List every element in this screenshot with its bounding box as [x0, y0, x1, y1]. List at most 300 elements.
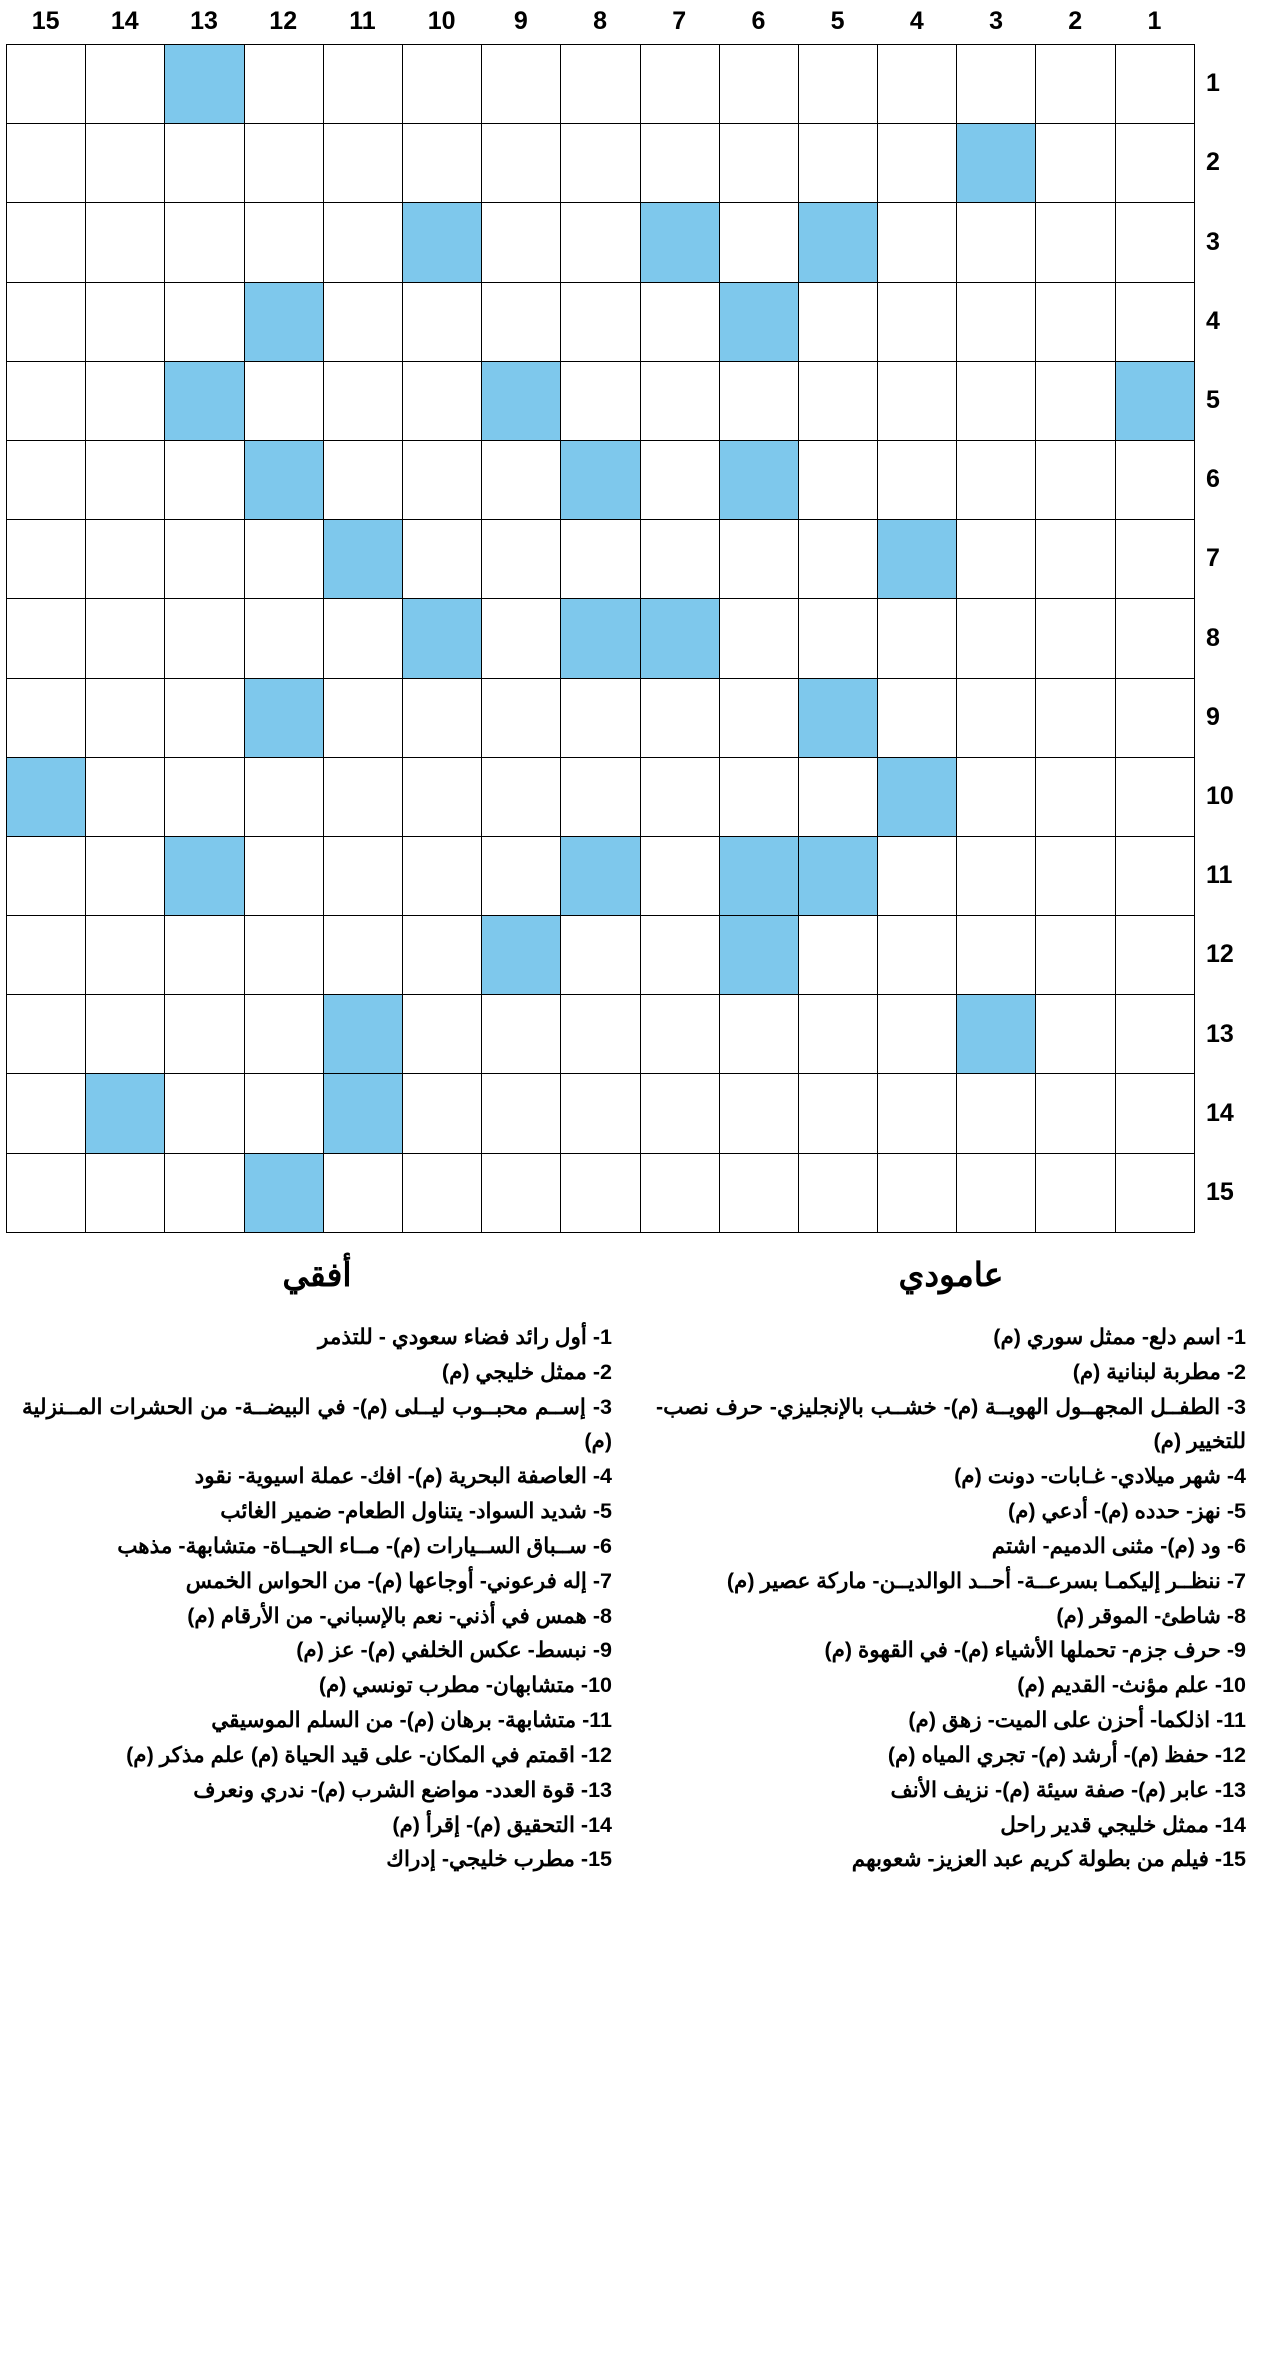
grid-cell[interactable]: [86, 124, 165, 203]
grid-cell[interactable]: [7, 916, 86, 995]
grid-cell[interactable]: [482, 520, 561, 599]
across-clue-item: 13- قوة العدد- مواضع الشرب (م)- ندري ونعرف: [193, 1777, 612, 1802]
grid-cell[interactable]: [244, 995, 323, 1074]
grid-cell-shaded[interactable]: [323, 520, 402, 599]
grid-cell[interactable]: [323, 916, 402, 995]
grid-cell[interactable]: [244, 361, 323, 440]
grid-cell[interactable]: [482, 203, 561, 282]
grid-cell[interactable]: [561, 1074, 640, 1153]
grid-cell[interactable]: [323, 203, 402, 282]
grid-cell[interactable]: [561, 995, 640, 1074]
grid-cell[interactable]: [561, 916, 640, 995]
grid-cell[interactable]: [323, 124, 402, 203]
grid-cell[interactable]: [957, 361, 1036, 440]
grid-cell[interactable]: [7, 1153, 86, 1232]
grid-cell-shaded[interactable]: [561, 836, 640, 915]
grid-cell[interactable]: [798, 361, 877, 440]
grid-cell[interactable]: [957, 203, 1036, 282]
grid-cell[interactable]: [323, 45, 402, 124]
grid-cell-shaded[interactable]: [482, 916, 561, 995]
grid-cell[interactable]: [86, 757, 165, 836]
grid-cell-shaded[interactable]: [719, 836, 798, 915]
grid-cell[interactable]: [323, 678, 402, 757]
column-number: 7: [672, 7, 687, 35]
grid-cell-shaded[interactable]: [323, 995, 402, 1074]
crossword-grid-body: [7, 45, 1195, 1233]
grid-cell[interactable]: [957, 45, 1036, 124]
grid-cell[interactable]: [1036, 282, 1115, 361]
grid-cell[interactable]: [7, 520, 86, 599]
grid-cell[interactable]: [1115, 599, 1194, 678]
column-number: 9: [513, 7, 528, 35]
grid-cell[interactable]: [482, 678, 561, 757]
column-number: 14: [110, 7, 139, 35]
grid-cell[interactable]: [1036, 1153, 1115, 1232]
grid-cell-shaded[interactable]: [957, 124, 1036, 203]
grid-cell[interactable]: [878, 678, 957, 757]
grid-cell-shaded[interactable]: [561, 599, 640, 678]
row-number: 11: [1206, 861, 1233, 890]
down-clue-item: 11- اذلكما- أحزن على الميت- زهق (م): [908, 1708, 1246, 1733]
grid-cell[interactable]: [402, 995, 481, 1074]
grid-cell[interactable]: [1115, 1153, 1194, 1232]
column-number: 3: [989, 7, 1003, 35]
grid-cell[interactable]: [719, 124, 798, 203]
grid-cell[interactable]: [640, 916, 719, 995]
grid-cell-shaded[interactable]: [323, 1074, 402, 1153]
across-clue-item: 12- اقمتم في المكان- على قيد الحياة (م) علم مذكر (م): [126, 1742, 612, 1767]
grid-cell[interactable]: [798, 282, 877, 361]
grid-cell[interactable]: [165, 1074, 244, 1153]
grid-cell[interactable]: [878, 361, 957, 440]
grid-cell[interactable]: [7, 361, 86, 440]
grid-cell[interactable]: [323, 1153, 402, 1232]
grid-cell[interactable]: [7, 1074, 86, 1153]
grid-cell[interactable]: [244, 520, 323, 599]
grid-cell[interactable]: [1115, 836, 1194, 915]
grid-cell[interactable]: [1036, 45, 1115, 124]
column-number: 1: [1147, 7, 1162, 35]
grid-cell[interactable]: [482, 757, 561, 836]
grid-row: [7, 282, 1195, 361]
grid-cell[interactable]: [561, 282, 640, 361]
down-clues-title: عامودي: [898, 1256, 1004, 1293]
grid-cell-shaded[interactable]: [798, 678, 877, 757]
grid-cell[interactable]: [878, 440, 957, 519]
grid-cell-shaded[interactable]: [86, 1074, 165, 1153]
grid-cell[interactable]: [402, 1074, 481, 1153]
grid-cell[interactable]: [561, 124, 640, 203]
grid-cell[interactable]: [482, 1153, 561, 1232]
grid-cell[interactable]: [878, 124, 957, 203]
row-number: 13: [1206, 1019, 1234, 1048]
down-clue-item: 7- ننظــر إليكمـا بسرعــة- أحــد الوالديــن- ماركة عصير (م): [726, 1568, 1246, 1593]
grid-cell[interactable]: [402, 440, 481, 519]
grid-cell[interactable]: [1115, 678, 1194, 757]
row-number: 3: [1206, 227, 1220, 256]
grid-cell[interactable]: [482, 124, 561, 203]
column-number: 6: [751, 7, 766, 35]
grid-cell-shaded[interactable]: [402, 599, 481, 678]
grid-cell[interactable]: [86, 599, 165, 678]
grid-cell[interactable]: [640, 282, 719, 361]
grid-cell[interactable]: [561, 520, 640, 599]
grid-cell[interactable]: [957, 678, 1036, 757]
down-clue-item: 4- شهر ميلادي- غـابات- دونت (م): [954, 1464, 1246, 1489]
grid-cell[interactable]: [1036, 916, 1115, 995]
grid-cell[interactable]: [1115, 45, 1194, 124]
column-number: 10: [427, 7, 456, 35]
grid-cell-shaded[interactable]: [482, 361, 561, 440]
grid-cell[interactable]: [244, 1074, 323, 1153]
grid-cell[interactable]: [7, 995, 86, 1074]
grid-cell[interactable]: [165, 282, 244, 361]
grid-cell[interactable]: [957, 836, 1036, 915]
grid-cell[interactable]: [1115, 282, 1194, 361]
grid-cell[interactable]: [719, 361, 798, 440]
grid-cell[interactable]: [640, 45, 719, 124]
grid-cell[interactable]: [165, 995, 244, 1074]
row-number: 12: [1206, 940, 1234, 969]
across-clues-list: [22, 1320, 612, 1877]
grid-cell[interactable]: [719, 203, 798, 282]
grid-cell[interactable]: [165, 203, 244, 282]
across-clue-item: 4- العاصفة البحرية (م)- افك- عملة اسيوية- نقود: [194, 1464, 612, 1489]
grid-cell[interactable]: [719, 995, 798, 1074]
grid-cell[interactable]: [561, 45, 640, 124]
grid-cell[interactable]: [165, 757, 244, 836]
column-number: 2: [1068, 7, 1083, 35]
across-clue-item: 10- متشابهان- مطرب تونسي (م): [318, 1673, 612, 1698]
grid-cell[interactable]: [719, 1153, 798, 1232]
down-clue-item: 10- علم مؤنث- القديم (م): [1017, 1673, 1246, 1698]
across-clues-title: أفقي: [282, 1256, 352, 1293]
grid-cell-shaded[interactable]: [244, 1153, 323, 1232]
crossword-grid[interactable]: [6, 44, 1194, 1232]
grid-cell[interactable]: [86, 203, 165, 282]
across-clue-item: 15- مطرب خليجي- إدراك: [386, 1847, 612, 1872]
row-number-header: [1200, 44, 1262, 1232]
grid-cell[interactable]: [561, 678, 640, 757]
down-clue-item: 8- شاطئ- الموقر (م): [1056, 1603, 1246, 1628]
grid-cell[interactable]: [640, 1074, 719, 1153]
down-clue-item: 12- حفظ (م)- أرشد (م)- تجري المياه (م): [887, 1742, 1246, 1767]
grid-cell[interactable]: [482, 45, 561, 124]
down-clue-item: 1- اسم دلع- ممثل سوري (م): [993, 1325, 1246, 1349]
grid-cell[interactable]: [323, 836, 402, 915]
grid-cell[interactable]: [402, 678, 481, 757]
grid-cell[interactable]: [482, 836, 561, 915]
down-clue-item: 2- مطربة لبنانية (م): [1072, 1359, 1246, 1384]
grid-cell[interactable]: [7, 124, 86, 203]
grid-cell-shaded[interactable]: [640, 203, 719, 282]
grid-cell[interactable]: [323, 361, 402, 440]
grid-cell[interactable]: [402, 282, 481, 361]
grid-cell[interactable]: [878, 995, 957, 1074]
grid-cell[interactable]: [561, 757, 640, 836]
grid-cell-shaded[interactable]: [719, 282, 798, 361]
grid-cell[interactable]: [640, 440, 719, 519]
grid-cell-shaded[interactable]: [878, 757, 957, 836]
down-clue-item: 15- فيلم من بطولة كريم عبد العزيز- شعوبهم: [851, 1847, 1246, 1872]
grid-cell[interactable]: [719, 520, 798, 599]
grid-cell-shaded[interactable]: [165, 836, 244, 915]
grid-cell[interactable]: [7, 678, 86, 757]
grid-row: [7, 757, 1195, 836]
grid-cell[interactable]: [1036, 203, 1115, 282]
grid-cell[interactable]: [561, 1153, 640, 1232]
grid-cell[interactable]: [482, 1074, 561, 1153]
grid-cell[interactable]: [719, 757, 798, 836]
grid-cell[interactable]: [86, 45, 165, 124]
grid-cell[interactable]: [7, 282, 86, 361]
crossword-grid-table[interactable]: [6, 44, 1195, 1233]
grid-cell[interactable]: [1115, 520, 1194, 599]
across-clues-column: [0, 1255, 634, 1877]
grid-cell-shaded[interactable]: [244, 678, 323, 757]
across-clue-item: 11- متشابهة- برهان (م)- من السلم الموسيقي: [211, 1708, 612, 1733]
grid-cell[interactable]: [86, 282, 165, 361]
grid-cell[interactable]: [402, 757, 481, 836]
grid-cell[interactable]: [7, 440, 86, 519]
grid-cell-shaded[interactable]: [719, 916, 798, 995]
grid-cell[interactable]: [640, 678, 719, 757]
row-number: 9: [1206, 702, 1220, 731]
grid-cell[interactable]: [957, 1074, 1036, 1153]
across-clue-item: 6- ســباق الســيارات (م)- مــاء الحيــاة- متشابهة- مذهب: [117, 1533, 612, 1558]
grid-cell[interactable]: [640, 836, 719, 915]
down-clues-list: [656, 1320, 1246, 1877]
grid-cell[interactable]: [798, 45, 877, 124]
grid-cell[interactable]: [798, 1074, 877, 1153]
grid-cell-shaded[interactable]: [165, 45, 244, 124]
grid-cell[interactable]: [402, 836, 481, 915]
down-clue-item: 5- نهز- حدده (م)- أدعي (م): [1007, 1499, 1246, 1524]
grid-cell[interactable]: [798, 1153, 877, 1232]
grid-cell[interactable]: [1115, 916, 1194, 995]
grid-cell[interactable]: [86, 1153, 165, 1232]
grid-cell[interactable]: [165, 1153, 244, 1232]
grid-cell[interactable]: [640, 1153, 719, 1232]
grid-row: [7, 1074, 1195, 1153]
row-number: 6: [1206, 465, 1220, 494]
row-number: 2: [1206, 148, 1220, 177]
column-number: 15: [31, 7, 60, 35]
grid-cell[interactable]: [165, 599, 244, 678]
grid-cell[interactable]: [1115, 995, 1194, 1074]
grid-cell-shaded[interactable]: [402, 203, 481, 282]
down-clue-item: 9- حرف جزم- تحملها الأشياء (م)- في القهوة (م): [824, 1638, 1246, 1663]
grid-cell[interactable]: [1036, 124, 1115, 203]
row-number: 14: [1206, 1098, 1234, 1127]
grid-cell[interactable]: [640, 520, 719, 599]
grid-cell[interactable]: [1036, 440, 1115, 519]
grid-row: [7, 1153, 1195, 1232]
grid-cell-shaded[interactable]: [561, 440, 640, 519]
grid-cell[interactable]: [957, 1153, 1036, 1232]
grid-cell[interactable]: [86, 836, 165, 915]
grid-cell[interactable]: [878, 1074, 957, 1153]
row-number: 1: [1206, 69, 1220, 98]
grid-cell[interactable]: [165, 678, 244, 757]
grid-cell[interactable]: [244, 599, 323, 678]
grid-cell[interactable]: [86, 520, 165, 599]
grid-cell[interactable]: [402, 520, 481, 599]
grid-cell[interactable]: [1036, 757, 1115, 836]
grid-cell[interactable]: [1115, 1074, 1194, 1153]
grid-cell[interactable]: [7, 836, 86, 915]
grid-cell[interactable]: [1036, 678, 1115, 757]
grid-row: [7, 440, 1195, 519]
grid-row: [7, 678, 1195, 757]
grid-cell[interactable]: [86, 440, 165, 519]
row-number: 7: [1206, 544, 1220, 573]
grid-cell[interactable]: [482, 995, 561, 1074]
grid-cell[interactable]: [719, 678, 798, 757]
grid-cell[interactable]: [640, 124, 719, 203]
column-number: 8: [593, 7, 607, 35]
grid-cell[interactable]: [719, 1074, 798, 1153]
down-clue-item: 13- عابر (م)- صفة سيئة (م)- نزيف الأنف: [890, 1777, 1246, 1802]
across-clue-item: 2- ممثل خليجي (م): [441, 1359, 612, 1384]
grid-cell[interactable]: [7, 599, 86, 678]
grid-cell[interactable]: [878, 916, 957, 995]
grid-cell[interactable]: [86, 995, 165, 1074]
grid-cell[interactable]: [957, 440, 1036, 519]
grid-cell[interactable]: [402, 45, 481, 124]
grid-cell[interactable]: [878, 599, 957, 678]
grid-cell[interactable]: [719, 45, 798, 124]
grid-cell-shaded[interactable]: [878, 520, 957, 599]
grid-cell[interactable]: [86, 361, 165, 440]
grid-cell[interactable]: [1115, 757, 1194, 836]
column-number: 12: [269, 7, 298, 35]
column-number: 4: [909, 7, 924, 35]
grid-row: [7, 203, 1195, 282]
grid-cell-shaded[interactable]: [165, 361, 244, 440]
grid-cell[interactable]: [878, 836, 957, 915]
row-number: 4: [1206, 306, 1220, 335]
grid-cell[interactable]: [798, 124, 877, 203]
grid-cell[interactable]: [640, 995, 719, 1074]
grid-row: [7, 916, 1195, 995]
grid-cell-shaded[interactable]: [640, 599, 719, 678]
grid-cell[interactable]: [482, 282, 561, 361]
grid-cell[interactable]: [561, 203, 640, 282]
grid-row: [7, 124, 1195, 203]
grid-cell[interactable]: [640, 361, 719, 440]
row-number: 8: [1206, 623, 1220, 652]
row-number: 15: [1206, 1177, 1234, 1206]
grid-cell[interactable]: [1036, 520, 1115, 599]
grid-cell[interactable]: [1036, 995, 1115, 1074]
grid-row: [7, 995, 1195, 1074]
across-clue-item: 7- إله فرعوني- أوجاعها (م)- من الحواس الخمس: [185, 1568, 612, 1593]
grid-cell[interactable]: [1115, 440, 1194, 519]
grid-row: [7, 520, 1195, 599]
grid-cell[interactable]: [1036, 836, 1115, 915]
grid-cell-shaded[interactable]: [957, 995, 1036, 1074]
grid-cell-shaded[interactable]: [244, 440, 323, 519]
grid-cell-shaded[interactable]: [1115, 361, 1194, 440]
grid-cell[interactable]: [402, 361, 481, 440]
grid-cell[interactable]: [878, 282, 957, 361]
grid-cell[interactable]: [402, 1153, 481, 1232]
grid-cell[interactable]: [482, 440, 561, 519]
grid-cell[interactable]: [798, 520, 877, 599]
grid-cell[interactable]: [957, 599, 1036, 678]
grid-cell[interactable]: [165, 440, 244, 519]
grid-cell[interactable]: [244, 203, 323, 282]
grid-cell-shaded[interactable]: [719, 440, 798, 519]
grid-cell[interactable]: [1115, 124, 1194, 203]
across-clue-item: 3- إســم محبــوب ليــلى (م)- في البيضــة- من الحشرات المــنزلية (م): [22, 1394, 612, 1454]
grid-cell[interactable]: [244, 757, 323, 836]
grid-cell[interactable]: [878, 1153, 957, 1232]
grid-cell[interactable]: [798, 995, 877, 1074]
grid-cell[interactable]: [798, 599, 877, 678]
grid-cell[interactable]: [323, 599, 402, 678]
grid-cell[interactable]: [402, 124, 481, 203]
across-clue-item: 1- أول رائد فضاء سعودي - للتذمر: [317, 1325, 612, 1349]
grid-cell[interactable]: [7, 45, 86, 124]
grid-cell[interactable]: [878, 45, 957, 124]
grid-cell[interactable]: [165, 916, 244, 995]
grid-cell[interactable]: [244, 124, 323, 203]
grid-cell[interactable]: [798, 916, 877, 995]
grid-cell[interactable]: [7, 203, 86, 282]
grid-cell[interactable]: [561, 361, 640, 440]
grid-cell[interactable]: [719, 599, 798, 678]
grid-cell[interactable]: [323, 440, 402, 519]
grid-cell[interactable]: [165, 520, 244, 599]
grid-cell-shaded[interactable]: [7, 757, 86, 836]
grid-cell[interactable]: [957, 757, 1036, 836]
grid-cell[interactable]: [86, 916, 165, 995]
grid-cell[interactable]: [878, 203, 957, 282]
grid-cell[interactable]: [244, 916, 323, 995]
grid-cell[interactable]: [957, 916, 1036, 995]
grid-cell[interactable]: [323, 282, 402, 361]
grid-cell[interactable]: [244, 836, 323, 915]
grid-cell[interactable]: [86, 678, 165, 757]
grid-cell[interactable]: [1115, 203, 1194, 282]
down-clues-column: [634, 1255, 1268, 1877]
grid-cell[interactable]: [798, 440, 877, 519]
grid-cell-shaded[interactable]: [798, 203, 877, 282]
grid-cell[interactable]: [957, 520, 1036, 599]
grid-cell[interactable]: [798, 757, 877, 836]
grid-cell[interactable]: [640, 757, 719, 836]
grid-cell[interactable]: [402, 916, 481, 995]
grid-row: [7, 361, 1195, 440]
grid-cell[interactable]: [1036, 1074, 1115, 1153]
across-clue-item: 8- همس في أذني- نعم بالإسباني- من الأرقام (م): [187, 1603, 612, 1628]
grid-cell[interactable]: [1036, 599, 1115, 678]
column-number: 5: [830, 7, 845, 35]
grid-cell[interactable]: [957, 282, 1036, 361]
across-clue-item: 5- شديد السواد- يتناول الطعام- ضمير الغائب: [220, 1499, 612, 1524]
grid-cell[interactable]: [1036, 361, 1115, 440]
grid-cell[interactable]: [165, 124, 244, 203]
grid-cell[interactable]: [244, 45, 323, 124]
grid-cell[interactable]: [323, 757, 402, 836]
grid-cell-shaded[interactable]: [244, 282, 323, 361]
grid-cell[interactable]: [482, 599, 561, 678]
grid-cell-shaded[interactable]: [798, 836, 877, 915]
across-clue-item: 9- نبسط- عكس الخلفي (م)- عز (م): [296, 1638, 612, 1663]
row-number: 10: [1206, 781, 1234, 810]
